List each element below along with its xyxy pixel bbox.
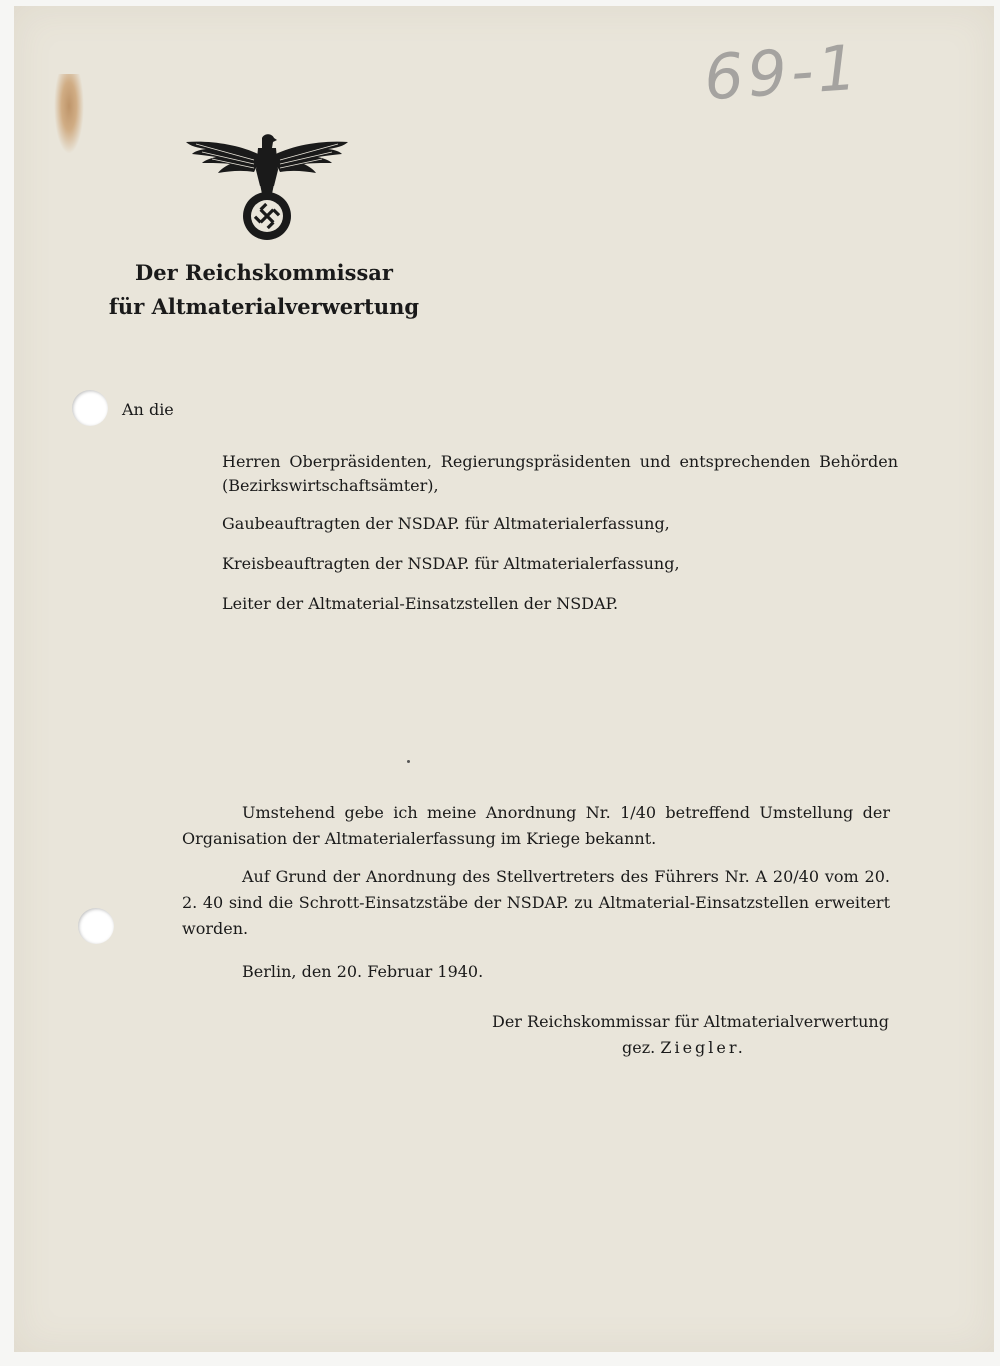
signature-line [622, 1038, 746, 1057]
signature-title: Der Reichskommissar für Altmaterialverwertung [492, 1012, 889, 1031]
signature-prefix: gez. [622, 1038, 656, 1057]
recipient-1: Herren Oberpräsidenten, Regierungspräsidenten und entsprechenden Behörden (Bezirkswirtschaftsämter), [222, 452, 898, 495]
handwritten-reference-number: 69-1 [701, 30, 864, 115]
letterhead-line-1: Der Reichskommissar [135, 260, 393, 285]
salutation: An die [122, 400, 174, 419]
letterhead-line-2: für Altmaterialverwertung [108, 294, 420, 319]
recipient-3: Kreisbeauftragten der NSDAP. für Altmaterialerfassung, [222, 554, 680, 573]
body-paragraph-1: Umstehend gebe ich meine Anordnung Nr. 1/40 betreffend Umstellung der Organisation der Altmaterialerfassung im Kriege bekannt. [182, 803, 890, 848]
document-page [14, 6, 994, 1352]
eagle-emblem-icon [184, 130, 350, 242]
letterhead-authority [94, 256, 434, 324]
paper-stain [54, 74, 84, 154]
place-and-date: Berlin, den 20. Februar 1940. [242, 962, 484, 981]
recipient-4: Leiter der Altmaterial-Einsatzstellen der NSDAP. [222, 594, 619, 613]
punch-hole [78, 908, 114, 944]
body-paragraph-2: Auf Grund der Anordnung des Stellvertreters des Führers Nr. A 20/40 vom 20. 2. 40 sind die Schrott-Einsatzstäbe der NSDAP. zu Altmaterial-Einsatzstellen erweitert worden. [182, 867, 890, 938]
signature-name: Ziegler. [660, 1038, 746, 1057]
recipient-2: Gaubeauftragten der NSDAP. für Altmaterialerfassung, [222, 514, 670, 533]
paper-speck [407, 760, 410, 763]
punch-hole [72, 390, 108, 426]
